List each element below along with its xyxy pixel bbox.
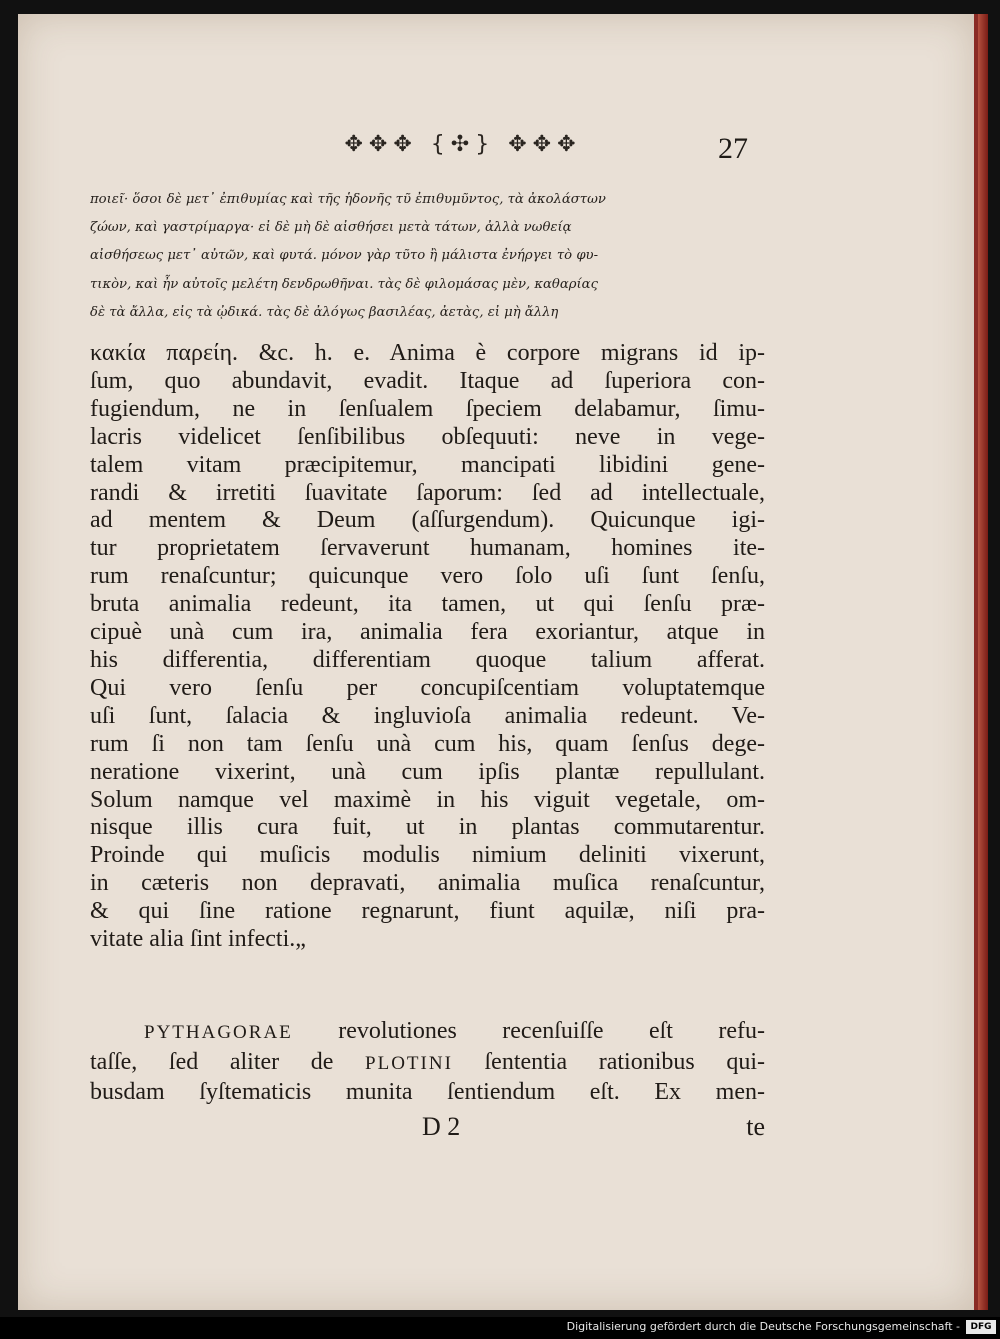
text-line: vitate alia ſint infecti.„ [90,926,306,953]
text-line: uſi ſunt, ſalacia & ingluvioſa animalia redeunt. Ve- [90,702,765,729]
text-line: ſum, quo abundavit, evadit. Itaque ad ſuperiora con- [90,367,765,394]
page-edge [978,14,988,1310]
greek-line: ποιεῖ· ὅσοι δὲ μετ᾽ ἐπιθυμίας καὶ τῆς ἡδονῆς τῦ ἐπιθυμῦντος, τὰ ἀκολάστων [90,192,606,207]
page-number: 27 [718,132,748,165]
name-plotini: PLOTINI [365,1052,453,1074]
footer-credit: Digitalisierung gefördert durch die Deutsche Forschungsgemeinschaft - [566,1320,960,1333]
text-line: Qui vero ſenſu per concupiſcentiam voluptatemque [90,674,765,701]
text-line: rum renaſcuntur; quicunque vero ſolo uſi ſunt ſenſu, [90,563,765,590]
name-pythagorae: PYTHAGORAE [144,1022,293,1043]
text-line: ad mentem & Deum (aſſurgendum). Quicunque igi- [90,507,765,534]
text-line: bruta animalia redeunt, ita tamen, ut qui ſenſu præ- [90,591,765,618]
text-line: randi & irretiti ſuavitate ſaporum: ſed ad intellectuale, [90,479,765,506]
text-line: neratione vixerint, unà cum ipſis plantæ repullulant. [90,758,765,785]
text-line: busdam ſyſtematicis munita ſentiendum eſt. Ex men- [90,1079,765,1105]
greek-line: τικὸν, καὶ ἦν αὐτοῖς μελέτη δενδρωθῆναι. τὰς δὲ φιλομάσας μὲν, καθαρίας [90,276,598,292]
text-line: fugiendum, ne in ſenſualem ſpeciem delabamur, ſimu- [90,395,765,422]
text-line: κακία παρείη. &c. h. e. Anima è corpore migrans id ip- [90,340,765,366]
greek-line: δὲ τὰ ἄλλα, εἰς τὰ ᾠδικά. τὰς δὲ ἀλόγως βασιλέας, ἀετὰς, εἰ μὴ ἄλλη [90,304,559,320]
book-page [18,14,978,1310]
greek-quotation [90,186,762,327]
greek-line: ζώων, καὶ γαστρίμαργα· εἰ δὲ μὴ δὲ αἰσθήσει μετὰ τάτων, ἀλλὰ νωθείᾳ [90,220,572,236]
text-run: taſſe, ſed aliter de [90,1048,366,1075]
latin-paragraph-1 [90,340,765,954]
latin-paragraph-2 [90,1017,765,1108]
text-run: ſententia rationibus qui- [452,1048,765,1075]
text-line: tur proprietatem ſervaverunt humanam, homines ite- [90,535,765,562]
text-run: revolutiones recenſuiſſe eſt refu- [292,1018,765,1044]
text-line: Solum namque vel maximè in his viguit vegetale, om- [90,786,765,813]
catchword: te [746,1112,765,1141]
text-line: & qui ſine ratione regnarunt, fiunt aquilæ, niſi pra- [90,898,765,925]
digitization-footer [0,1317,1000,1339]
text-line: nisque illis cura fuit, ut in plantas commutarentur. [90,814,765,841]
greek-line: αἰσθήσεως μετ᾽ αὐτῶν, καὶ φυτά. μόνον γὰρ τῦτο ἢ μάλιστα ἐνήργει τὸ φυ- [90,248,599,264]
header-ornament: ✥✥✥ {✣} ✥✥✥ [344,132,582,157]
signature-mark: D 2 [422,1112,461,1141]
running-header [18,132,974,172]
text-line: Proinde qui muſicis modulis nimium deliniti vixerunt, [90,842,765,869]
text-line: rum ſi non tam ſenſu unà cum his, quam ſenſus dege- [90,730,765,757]
text-line: in cæteris non depravati, animalia muſica renaſcuntur, [90,870,765,897]
page-foot [90,1112,765,1142]
dfg-logo-icon: DFG [966,1320,996,1334]
text-line: his differentia, differentiam quoque talium afferat. [90,646,765,673]
text-line: cipuè unà cum ira, animalia fera exoriantur, atque in [90,619,765,646]
text-line [90,1017,765,1048]
text-line: lacris videlicet ſenſibilibus obſequuti: neve in vege- [90,423,765,450]
text-line: talem vitam præcipitemur, mancipati libidini gene- [90,451,765,478]
text-line [90,1048,765,1079]
